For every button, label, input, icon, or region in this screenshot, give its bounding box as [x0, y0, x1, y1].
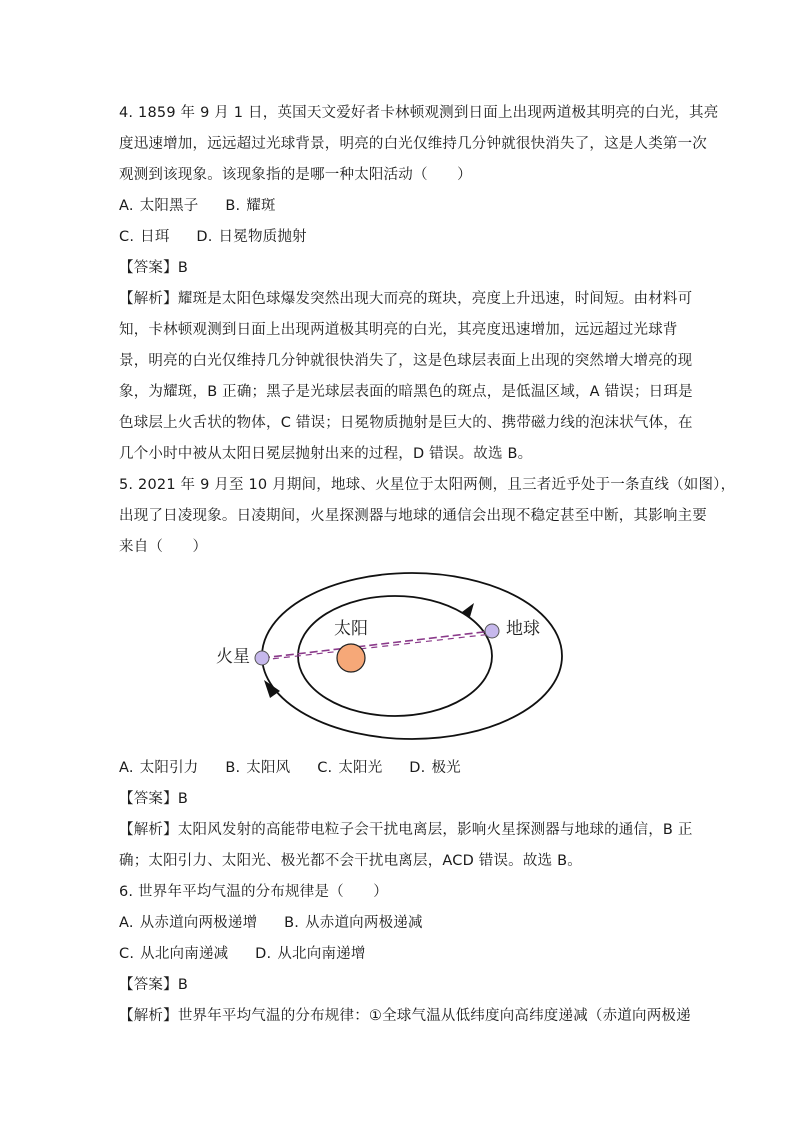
q5-stem-line: 来自（ ）	[119, 539, 208, 555]
q4-analysis-line: 象，为耀斑，B 正确；黑子是光球层表面的暗黑色的斑点，是低温区域，A 错误；日珥是	[119, 384, 693, 400]
q4-option-a: A. 太阳黑子	[119, 198, 199, 214]
q4-stem-line: 4. 1859 年 9 月 1 日，英国天文爱好者卡林顿观测到日面上出现两道极其明亮的白光，其亮	[119, 105, 719, 121]
q6-answer	[119, 975, 188, 995]
answer-value: B	[177, 791, 188, 807]
q6-analysis-line: 【解析】世界年平均气温的分布规律：①全球气温从低纬度向高纬度递减（赤道向两极递	[119, 1008, 691, 1024]
q5-stem-line: 5. 2021 年 9 月至 10 月期间，地球、火星位于太阳两侧，且三者近乎处于一条直线（如图），	[119, 477, 736, 493]
q6-options-row-1	[119, 913, 445, 933]
earth-orbit	[298, 596, 492, 716]
earth-label: 地球	[506, 619, 540, 639]
q4-options-row-1	[119, 196, 298, 216]
q6-stem-line: 6. 世界年平均气温的分布规律是（ ）	[119, 884, 388, 900]
analysis-tag: 【解析】	[119, 291, 178, 307]
mars-orbit-arrow-icon	[264, 680, 280, 698]
q4-analysis-line: 几个小时中被从太阳日冕层抛射出来的过程，D 错误。故选 B。	[119, 446, 533, 462]
mars-icon	[255, 651, 269, 665]
earth-icon	[485, 624, 499, 638]
q6-option-b: B. 从赤道向两极递减	[284, 915, 423, 931]
q4-option-d: D. 日冕物质抛射	[196, 229, 307, 245]
q5-options-row	[119, 758, 483, 778]
solar-conjunction-diagram	[200, 568, 580, 748]
q4-analysis-line: 景，明亮的白光仅维持几分钟就很快消失了，这是色球层表面上出现的突然增大增亮的现	[119, 353, 693, 369]
q4-analysis-line: 【解析】耀斑是太阳色球爆发突然出现大而亮的斑块，亮度上升迅速，时间短。由材料可	[119, 291, 693, 307]
q5-analysis-line: 【解析】太阳风发射的高能带电粒子会干扰电离层，影响火星探测器与地球的通信，B 正	[119, 822, 693, 838]
q6-option-a: A. 从赤道向两极递增	[119, 915, 258, 931]
mars-label: 火星	[216, 647, 250, 667]
q5-stem-line: 出现了日凌现象。日凌期间，火星探测器与地球的通信会出现不稳定甚至中断，其影响主要	[119, 508, 707, 524]
q6-option-d: D. 从北向南递增	[255, 946, 366, 962]
mars-orbit	[262, 573, 562, 739]
q5-option-a: A. 太阳引力	[119, 760, 199, 776]
sun-label: 太阳	[334, 619, 368, 639]
q4-analysis-line: 色球层上火舌状的物体，C 错误；日冕物质抛射是巨大的、携带磁力线的泡沫状气体，在	[119, 415, 693, 431]
analysis-tag: 【解析】	[119, 1008, 178, 1024]
answer-tag: 【答案】	[119, 260, 178, 276]
mars-earth-line	[262, 631, 492, 658]
q4-options-row-2	[119, 227, 329, 247]
q5-option-b: B. 太阳风	[225, 760, 291, 776]
earth-orbit-arrow-icon	[462, 603, 474, 617]
q4-analysis-line: 知，卡林顿观测到日面上出现两道极其明亮的白光，其亮度迅速增加，远远超过光球背	[119, 322, 678, 338]
analysis-tag: 【解析】	[119, 822, 178, 838]
q4-stem-line: 度迅速增加，远远超过光球背景，明亮的白光仅维持几分钟就很快消失了，这是人类第一次	[119, 136, 707, 152]
q5-option-d: D. 极光	[409, 760, 461, 776]
q5-analysis-line: 确；太阳引力、太阳光、极光都不会干扰电离层，ACD 错误。故选 B。	[119, 853, 582, 869]
q4-option-c: C. 日珥	[119, 229, 170, 245]
q4-option-b: B. 耀斑	[225, 198, 276, 214]
answer-tag: 【答案】	[119, 791, 178, 807]
q5-option-c: C. 太阳光	[317, 760, 383, 776]
answer-value: B	[177, 977, 188, 993]
q4-stem-line: 观测到该现象。该现象指的是哪一种太阳活动（ ）	[119, 167, 472, 183]
q5-answer	[119, 789, 188, 809]
answer-tag: 【答案】	[119, 977, 178, 993]
q4-answer	[119, 258, 188, 278]
q6-option-c: C. 从北向南递减	[119, 946, 229, 962]
sun-icon	[337, 644, 365, 672]
answer-value: B	[177, 260, 188, 276]
q6-options-row-2	[119, 944, 388, 964]
mars-earth-line-2	[262, 634, 492, 660]
